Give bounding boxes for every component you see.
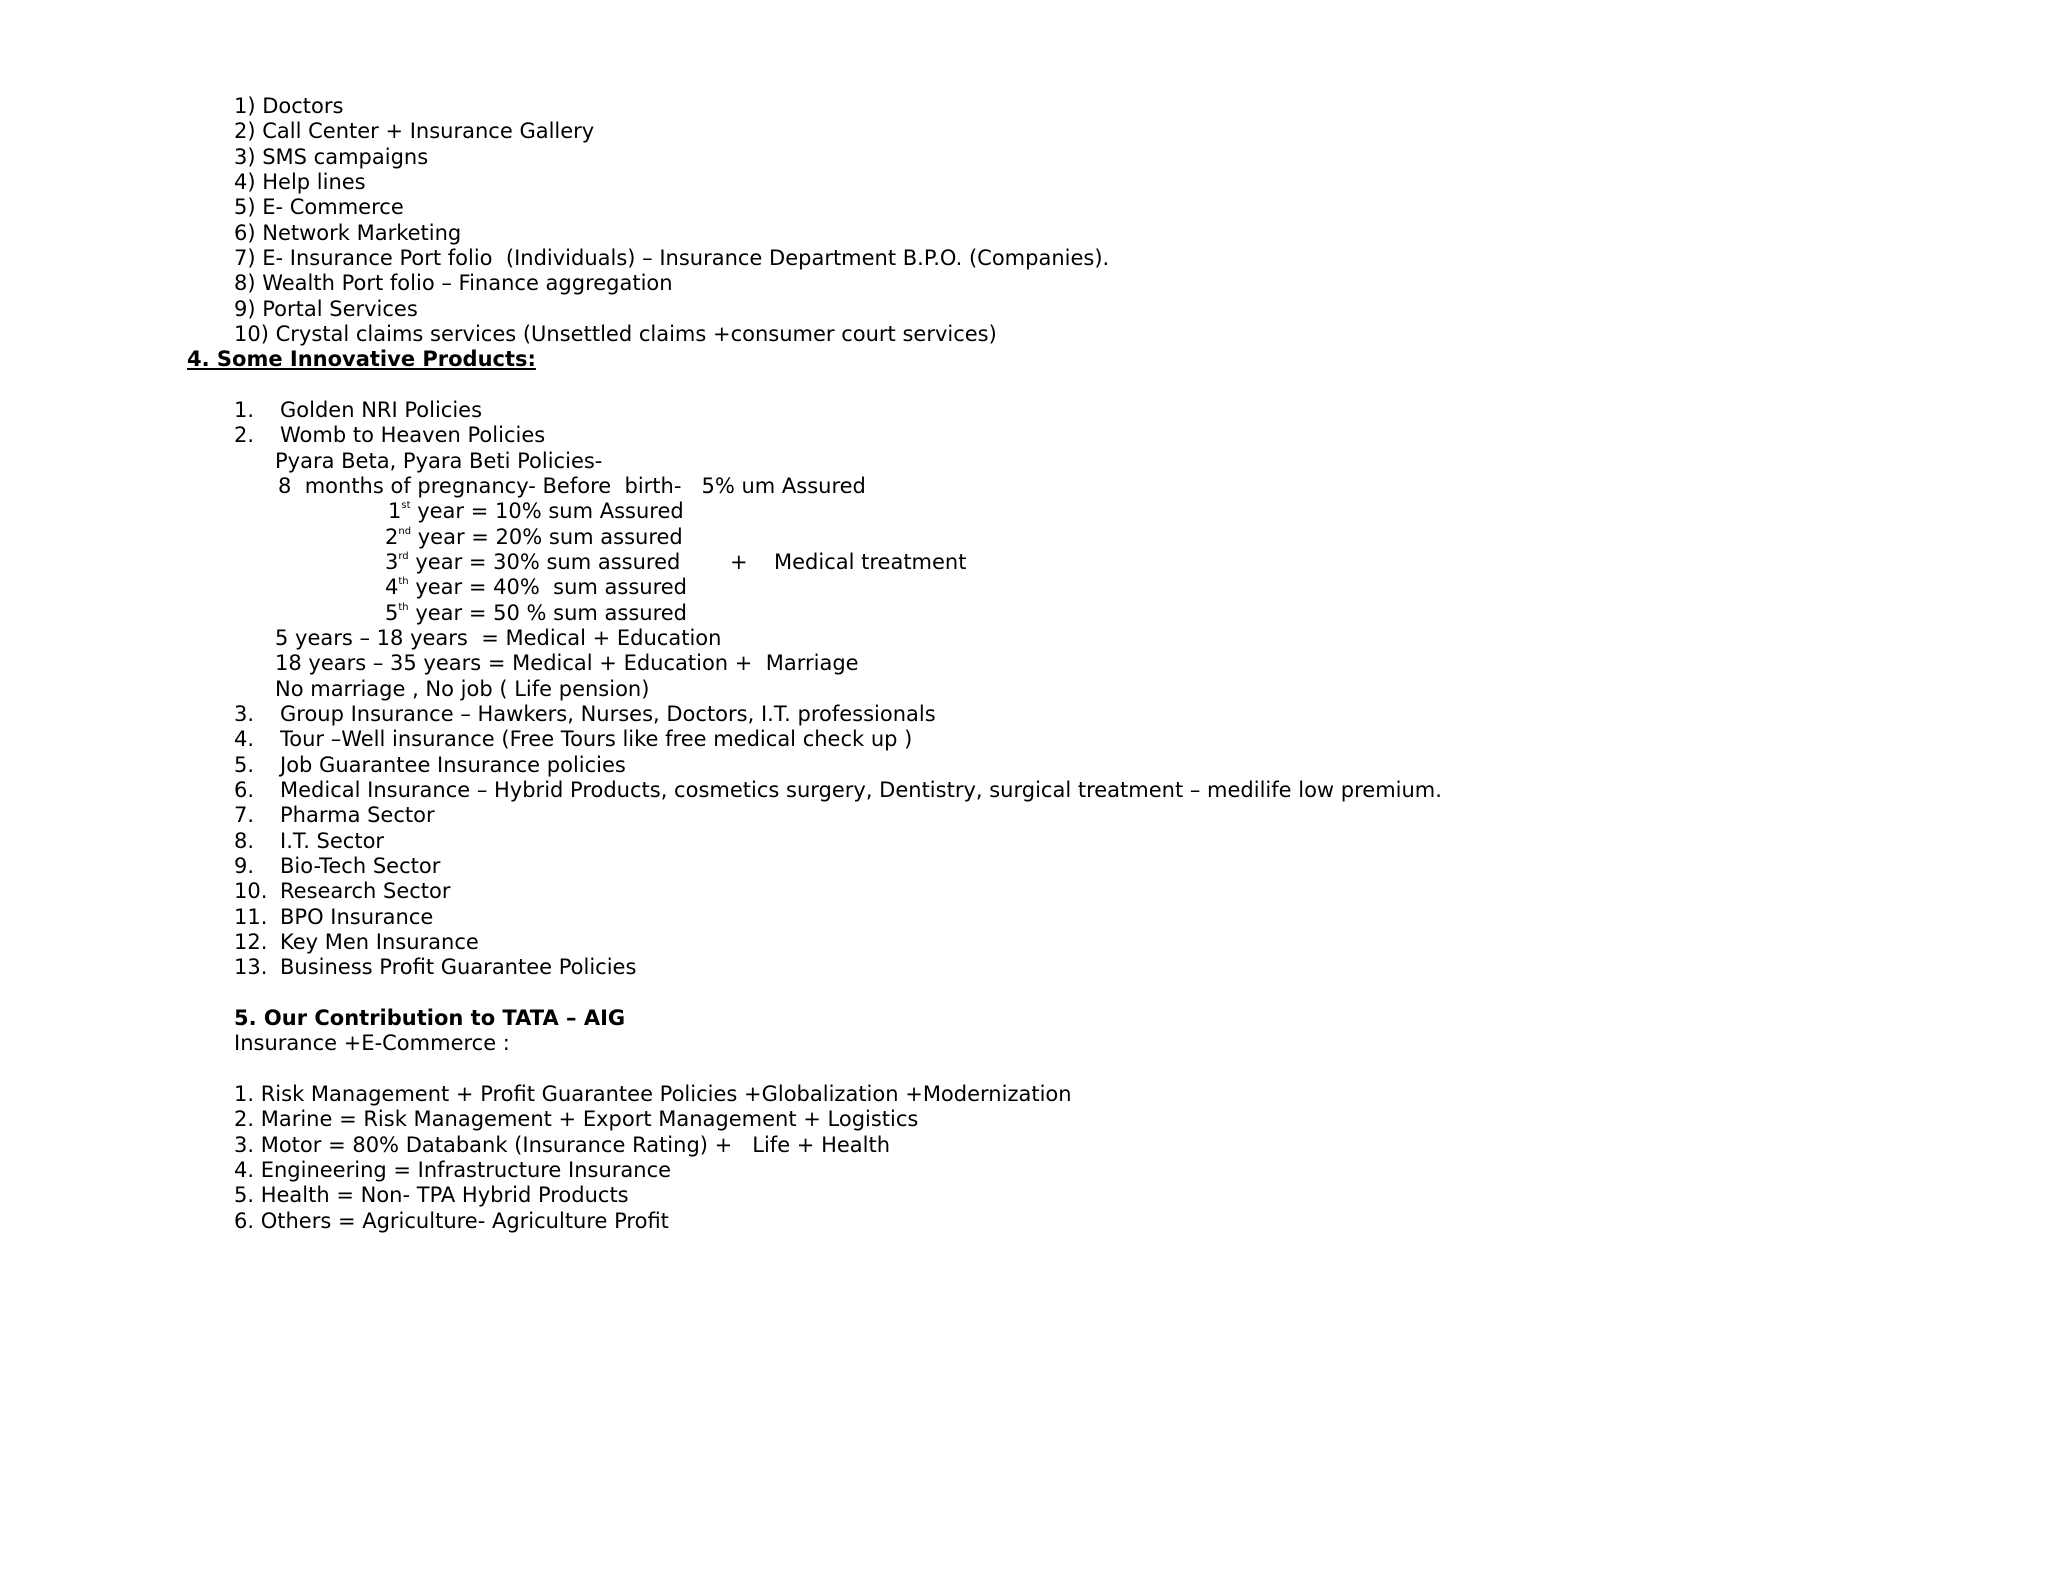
product-number: 6.	[234, 778, 255, 802]
year-number: 2	[385, 525, 399, 549]
service-item: 9) Portal Services	[234, 297, 418, 321]
product-text: I.T. Sector	[280, 829, 385, 853]
year-suffix: th	[398, 602, 409, 613]
product-number: 4.	[234, 727, 255, 751]
product-item	[234, 702, 936, 727]
service-item: 7) E- Insurance Port folio (Individuals) – Insurance Department B.P.O. (Companies).	[234, 246, 1110, 270]
service-item: 5) E- Commerce	[234, 195, 404, 219]
plus-sign: +	[730, 550, 748, 574]
product-text: Womb to Heaven Policies	[280, 423, 546, 447]
product-text: Pharma Sector	[280, 803, 435, 827]
product-number: 7.	[234, 803, 255, 827]
year-suffix: nd	[398, 526, 412, 537]
year-text: year = 40% sum assured	[408, 575, 688, 599]
year-number: 3	[385, 550, 399, 574]
product-number: 5.	[234, 753, 255, 777]
year-number: 4	[385, 575, 399, 599]
product-number: 10.	[234, 879, 268, 903]
year-text: year = 30% sum assured	[408, 550, 681, 574]
year-suffix: rd	[398, 551, 409, 562]
year-suffix: th	[398, 576, 409, 587]
year-text: year = 10% sum Assured	[410, 499, 684, 523]
product-item	[234, 854, 440, 879]
contribution-item: 5. Health = Non- TPA Hybrid Products	[234, 1183, 629, 1207]
year-line	[388, 499, 684, 524]
contribution-item: 4. Engineering = Infrastructure Insurance	[234, 1158, 672, 1182]
womb-detail-line: 8 months of pregnancy- Before birth- 5% um Assured	[278, 474, 866, 498]
product-item	[234, 930, 479, 955]
section-5-heading: 5. Our Contribution to TATA – AIG	[234, 1006, 626, 1030]
product-text: BPO Insurance	[280, 905, 434, 929]
service-item: 3) SMS campaigns	[234, 145, 429, 169]
service-item: 10) Crystal claims services (Unsettled claims +consumer court services)	[234, 322, 997, 346]
womb-detail-line: No marriage , No job ( Life pension)	[275, 677, 650, 701]
service-item: 4) Help lines	[234, 170, 366, 194]
product-text: Research Sector	[280, 879, 451, 903]
year-line	[385, 575, 687, 600]
contribution-item: 1. Risk Management + Profit Guarantee Policies +Globalization +Modernization	[234, 1082, 1072, 1106]
section-5-subheading: Insurance +E-Commerce :	[234, 1031, 510, 1055]
product-text: Key Men Insurance	[280, 930, 479, 954]
product-number: 2.	[234, 423, 255, 447]
product-number: 3.	[234, 702, 255, 726]
contribution-item: 3. Motor = 80% Databank (Insurance Rating) + Life + Health	[234, 1133, 891, 1157]
product-item	[234, 803, 435, 828]
contribution-item: 2. Marine = Risk Management + Export Management + Logistics	[234, 1107, 919, 1131]
womb-detail-line: 5 years – 18 years = Medical + Education	[275, 626, 722, 650]
year-line	[385, 525, 683, 550]
product-text: Tour –Well insurance (Free Tours like free medical check up )	[280, 727, 913, 751]
product-number: 11.	[234, 905, 268, 929]
year-number: 5	[385, 601, 399, 625]
product-number: 13.	[234, 955, 268, 979]
product-text: Group Insurance – Hawkers, Nurses, Doctors, I.T. professionals	[280, 702, 936, 726]
service-item: 1) Doctors	[234, 94, 344, 118]
section-4-heading: 4. Some Innovative Products:	[187, 347, 536, 371]
product-item	[234, 727, 912, 752]
year-text: year = 20% sum assured	[411, 525, 683, 549]
womb-detail-line: Pyara Beta, Pyara Beti Policies-	[275, 449, 603, 473]
product-item	[234, 398, 482, 423]
product-item	[234, 955, 636, 980]
year-number: 1	[388, 499, 402, 523]
product-text: Medical Insurance – Hybrid Products, cosmetics surgery, Dentistry, surgical treatment – medilife low premium.	[280, 778, 1442, 802]
product-number: 8.	[234, 829, 255, 853]
year-line	[385, 601, 687, 626]
product-item	[234, 753, 626, 778]
service-item: 2) Call Center + Insurance Gallery	[234, 119, 595, 143]
product-number: 9.	[234, 854, 255, 878]
product-item	[234, 778, 1442, 803]
year-text: year = 50 % sum assured	[408, 601, 688, 625]
product-text: Business Profit Guarantee Policies	[280, 955, 637, 979]
year-suffix: st	[401, 500, 411, 511]
product-item	[234, 829, 384, 854]
product-number: 12.	[234, 930, 268, 954]
womb-detail-line: 18 years – 35 years = Medical + Education + Marriage	[275, 651, 859, 675]
product-number: 1.	[234, 398, 255, 422]
contribution-item: 6. Others = Agriculture- Agriculture Profit	[234, 1209, 669, 1233]
medical-treatment-note: Medical treatment	[774, 550, 967, 574]
product-text: Bio-Tech Sector	[280, 854, 441, 878]
product-item	[234, 879, 451, 904]
product-item	[234, 905, 433, 930]
service-item: 8) Wealth Port folio – Finance aggregation	[234, 271, 673, 295]
product-text: Golden NRI Policies	[280, 398, 483, 422]
product-item	[234, 423, 545, 448]
product-text: Job Guarantee Insurance policies	[280, 753, 626, 777]
year-line	[385, 550, 680, 575]
service-item: 6) Network Marketing	[234, 221, 462, 245]
